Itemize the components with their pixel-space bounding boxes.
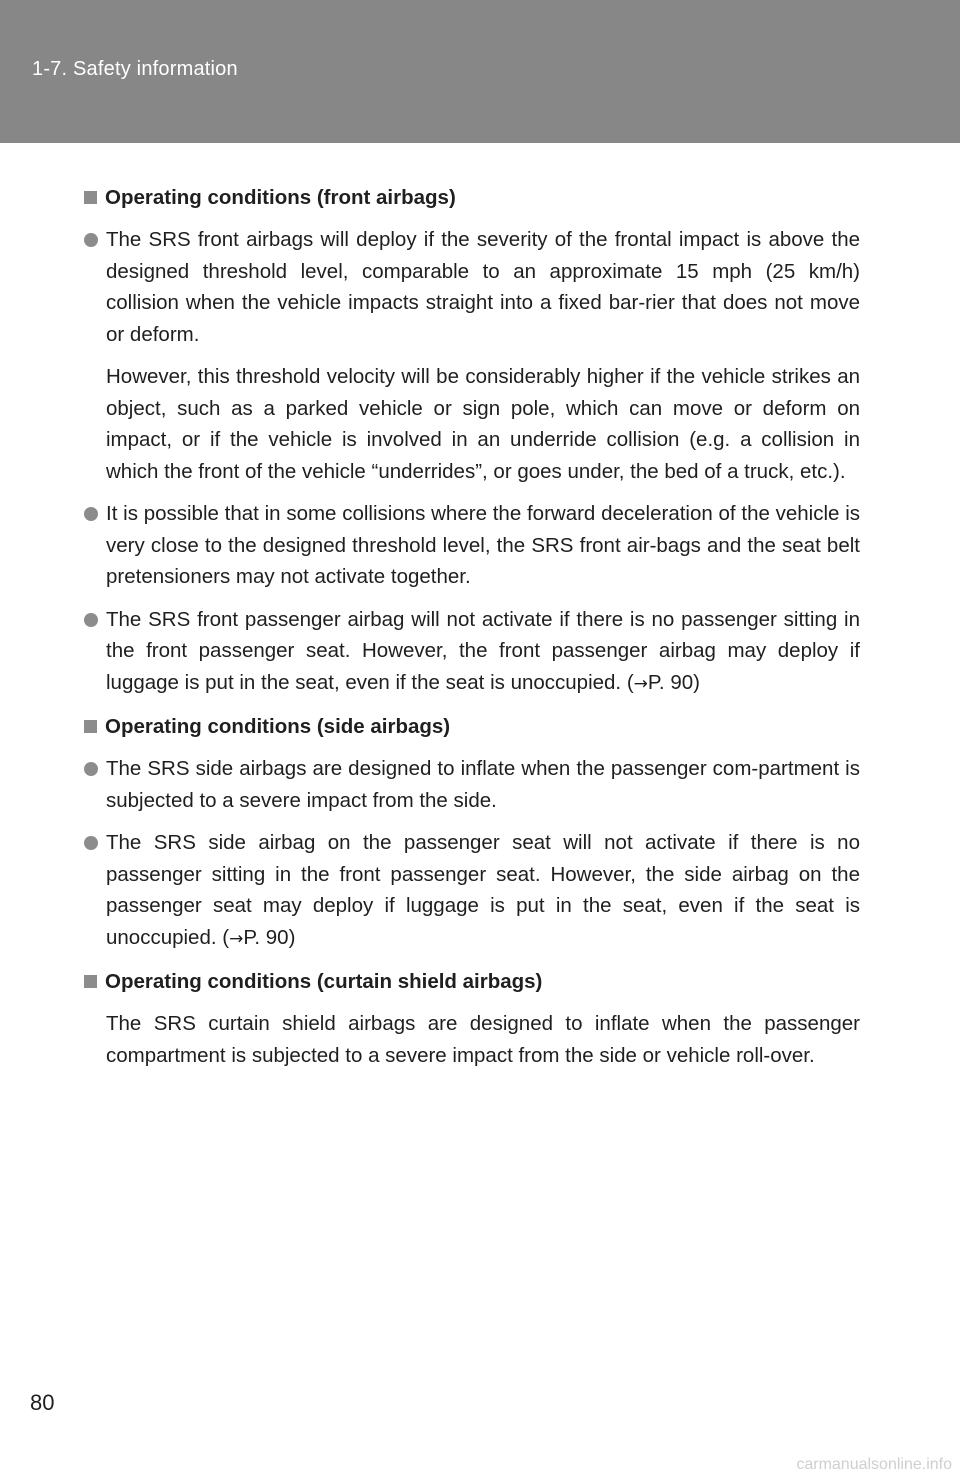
page-reference: P. 90 bbox=[243, 925, 289, 949]
circle-bullet-icon bbox=[84, 233, 98, 247]
bullet-front-threshold: The SRS front airbags will deploy if the severity of the frontal impact is above the designed threshold level, comparable to an approximate 15 mph (25 km/h) collision when the vehicle impacts straight into a fixed bar-rier that does not move or deform. bbox=[84, 224, 860, 350]
square-bullet-icon bbox=[84, 191, 97, 204]
paragraph-curtain-airbags: The SRS curtain shield airbags are designed to inflate when the passenger compartment is subjected to a severe impact from the side or vehicle roll-over. bbox=[106, 1012, 860, 1067]
arrow-right-icon: → bbox=[229, 928, 244, 949]
heading-curtain-airbags: Operating conditions (curtain shield airbags) bbox=[84, 966, 860, 997]
circle-bullet-icon bbox=[84, 507, 98, 521]
page-number: 80 bbox=[30, 1390, 55, 1415]
paragraph-threshold-velocity: However, this threshold velocity will be considerably higher if the vehicle strikes an object, such as a parked vehicle or sign pole, which can move or deform on impact, or if the vehicle is involved in an underride collision (e.g. a collision in which the front of the vehicle “underrides”, or goes under, the bed of a truck, etc.). bbox=[106, 365, 860, 483]
circle-bullet-icon bbox=[84, 762, 98, 776]
page-content bbox=[84, 182, 860, 1082]
circle-bullet-icon bbox=[84, 613, 98, 627]
square-bullet-icon bbox=[84, 975, 97, 988]
watermark: carmanualsonline.info bbox=[796, 1456, 952, 1473]
page-header bbox=[0, 0, 960, 143]
bullet-front-pretensioners: It is possible that in some collisions where the forward deceleration of the vehicle is very close to the designed threshold level, the SRS front air-bags and the seat belt pretensioners may not activate together. bbox=[84, 498, 860, 593]
heading-side-airbags: Operating conditions (side airbags) bbox=[84, 711, 860, 742]
square-bullet-icon bbox=[84, 720, 97, 733]
page-reference: P. 90 bbox=[647, 670, 694, 694]
circle-bullet-icon bbox=[84, 836, 98, 850]
bullet-front-passenger: The SRS front passenger airbag will not activate if there is no passenger sitting in the front passenger seat. However, the front passenger airbag may deploy if luggage is put in the seat, even if the seat is unoccupied. (→P. 90) bbox=[84, 604, 860, 701]
arrow-right-icon: → bbox=[633, 673, 648, 694]
bullet-side-passenger: The SRS side airbag on the passenger seat will not activate if there is no passenger sitting in the front passenger seat. However, the side airbag on the passenger seat may deploy if luggage is put in the seat, even if the seat is unoccupied. (→P. 90) bbox=[84, 827, 860, 955]
section-title: 1-7. Safety information bbox=[32, 58, 238, 80]
heading-front-airbags: Operating conditions (front airbags) bbox=[84, 182, 860, 213]
bullet-side-inflate: The SRS side airbags are designed to inflate when the passenger com-partment is subjected to a severe impact from the side. bbox=[84, 753, 860, 816]
